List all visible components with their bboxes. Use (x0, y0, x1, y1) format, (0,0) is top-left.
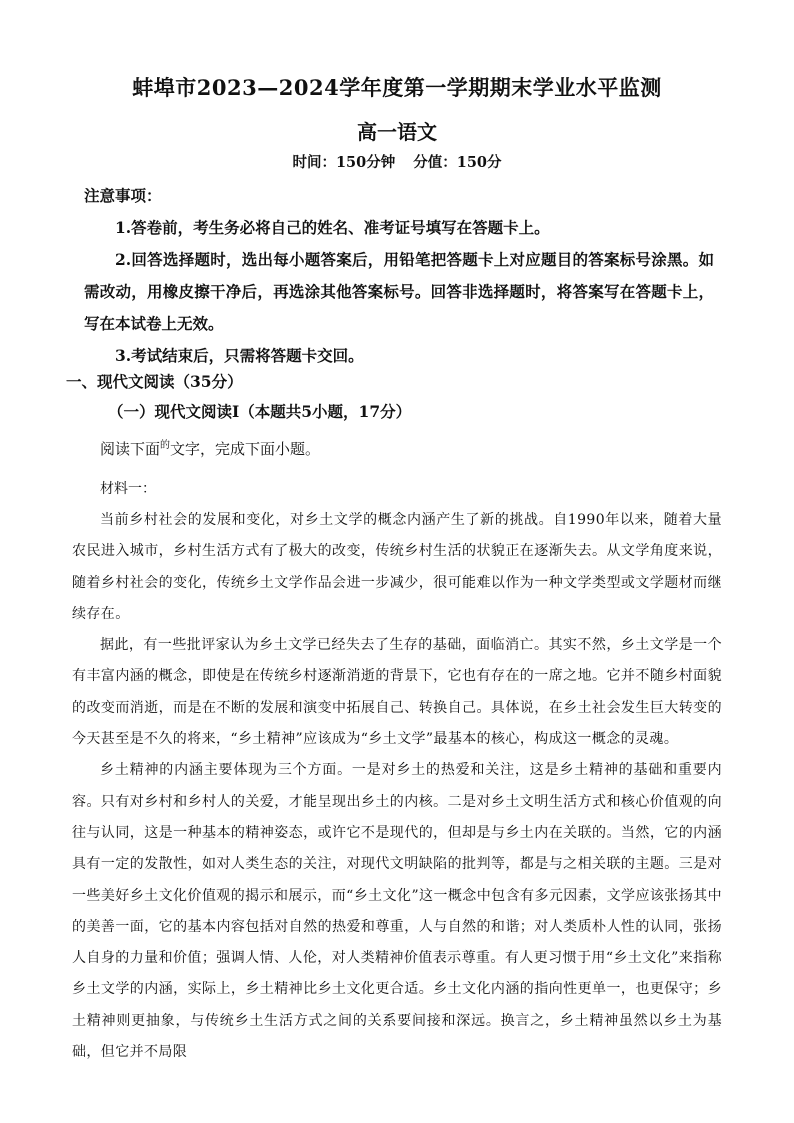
notes-heading: 注意事项： (84, 186, 162, 205)
exam-subject: 高一语文 (357, 120, 437, 144)
material-label: 材料一： (100, 481, 156, 497)
instruction-superscript: 的 (160, 440, 171, 451)
material-paragraph-3: 乡土精神的内涵主要体现为三个方面。一是对乡土的热爱和关注，这是乡土精神的基础和重要内容。只有对乡村和乡村人的关爱，才能呈现出乡土的内核。二是对乡土文明生活方式和核心价值观的向往与认同，这是一种基本的精神姿态，或许它不是现代的，但却是与乡土内在关联的。当然，它的内涵具有一定的发散性，如对人类生态的关注，对现代文明缺陷的批判等，都是与之相关联的主题。三是对一些美好乡土文化价值观的揭示和展示，而“乡土文化”这一概念中包含有多元因素，文学应该张扬其中的美善一面，它的基本内容包括对自然的热爱和尊重，人与自然的和谐；对人类质朴人性的认同，张扬人自身的力量和价值；强调人情、人伦，对人类精神价值表示尊重。有人更习惯于用“乡土文化”来指称乡土文学的内涵，实际上，乡土精神比乡土文化更合适。乡土文化内涵的指向性更单一，也更保守；乡土精神则更抽象，与传统乡土生活方式之间的关系要间接和深远。换言之，乡土精神虽然以乡土为基础，但它并不局限 (72, 762, 722, 1061)
exam-meta (0, 151, 794, 172)
notes-item-1: 1.答卷前，考生务必将自己的姓名、准考证号填写在答题卡上。 (115, 218, 550, 237)
exam-time: 时间：150分钟 (292, 154, 396, 171)
instruction-part-b: 文字，完成下面小题。 (170, 440, 321, 458)
instruction-part-a: 阅读下面 (100, 440, 161, 458)
notes-block (84, 180, 714, 372)
exam-title: 蚌埠市2023—2024学年度第一学期期末学业水平监测 (132, 75, 662, 100)
material-body (72, 505, 722, 1068)
reading-instruction (100, 436, 320, 459)
exam-score: 分值：150分 (413, 154, 502, 171)
section-subtitle: （一）现代文阅读Ⅰ（本题共5小题，17分） (108, 402, 412, 421)
section-title: 一、现代文阅读（35分） (66, 372, 243, 391)
notes-item-3: 3.考试结束后，只需将答题卡交回。 (115, 346, 364, 365)
notes-item-2: 2.回答选择题时，选出每小题答案后，用铅笔把答题卡上对应题目的答案标号涂黑。如需改动，用橡皮擦干净后，再选涂其他答案标号。回答非选择题时，将答案写在答题卡上，写在本试卷上无效。 (84, 250, 714, 333)
material-paragraph-1: 当前乡村社会的发展和变化，对乡土文学的概念内涵产生了新的挑战。自1990年以来，随着大量农民进入城市，乡村生活方式有了极大的改变，传统乡村生活的状貌正在逐渐失去。从文学角度来说，随着乡村社会的变化，传统乡土文学作品会进一步减少，很可能难以作为一种文学类型或文学题材而继续存在。 (72, 512, 722, 622)
material-paragraph-2: 据此，有一些批评家认为乡土文学已经失去了生存的基础，面临消亡。其实不然，乡土文学是一个有丰富内涵的概念，即使是在传统乡村逐渐消逝的背景下，它也有存在的一席之地。它并不随乡村面貌的改变而消逝，而是在不断的发展和演变中拓展自己、转换自己。具体说，在乡土社会发生巨大转变的今天甚至是不久的将来，“乡土精神”应该成为“乡土文学”最基本的核心，构成这一概念的灵魂。 (72, 637, 722, 748)
